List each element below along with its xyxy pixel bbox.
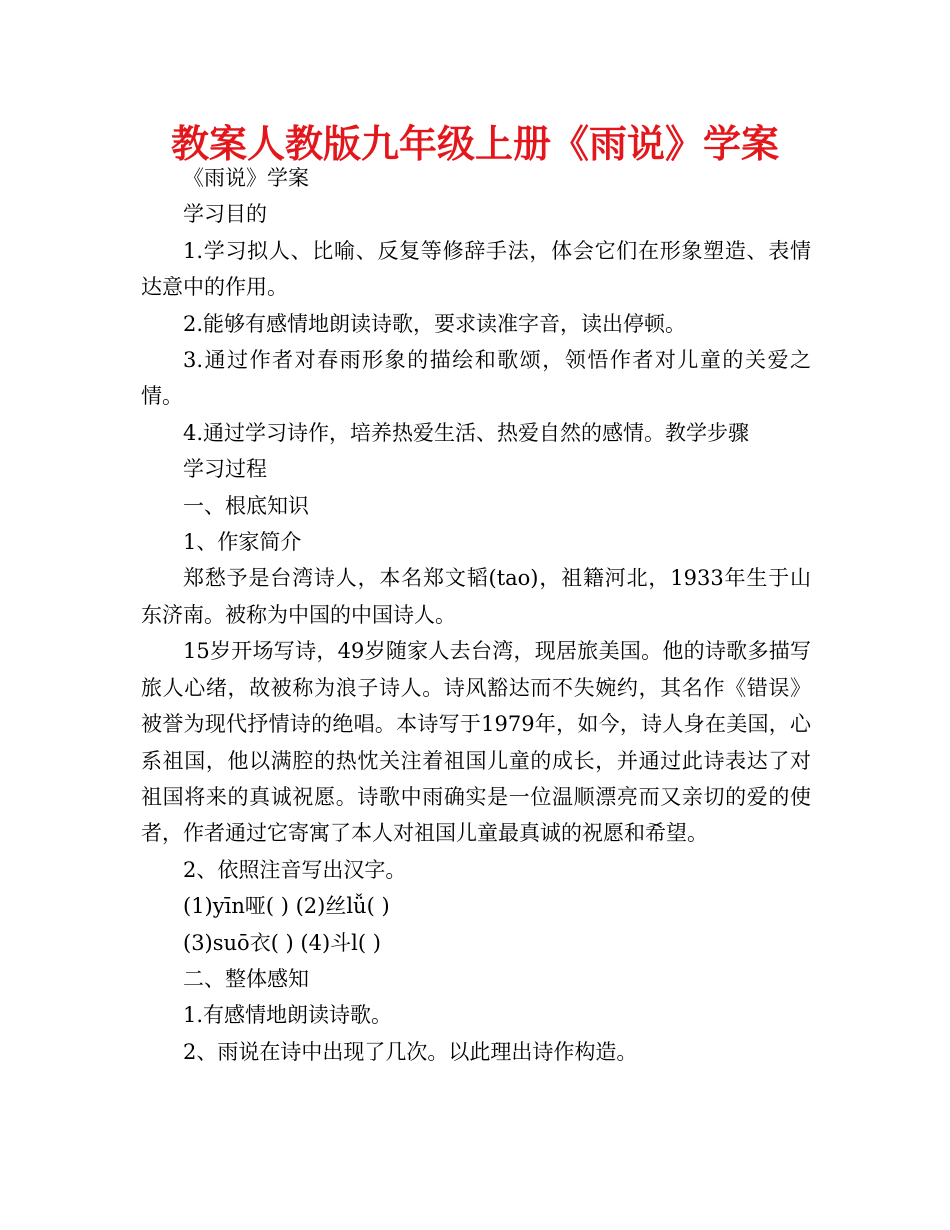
- paragraph-objective-2: 2.能够有感情地朗读诗歌，要求读准字音，读出停顿。: [183, 311, 687, 336]
- paragraph-pinyin-task: 2、依照注音写出汉字。: [183, 857, 407, 882]
- paragraph-section-2: 二、整体感知: [183, 966, 309, 991]
- paragraph-objective-1: 1.学习拟人、比喻、反复等修辞手法，体会它们在形象塑造、表情达意中的作用。: [141, 238, 811, 300]
- document-title: 教案人教版九年级上册《雨说》学案: [170, 122, 779, 166]
- paragraph-section-1: 一、根底知识: [183, 493, 309, 518]
- paragraph-read-aloud: 1.有感情地朗读诗歌。: [183, 1003, 393, 1028]
- paragraph-objective-3: 3.通过作者对春雨形象的描绘和歌颂，领悟作者对儿童的关爱之情。: [141, 348, 811, 409]
- paragraph-author-bio: 15岁开场写诗，49岁随家人去台湾，现居旅美国。他的诗歌多描写旅人心绪，故被称为浪子诗人。诗风豁达而不失婉约，其名作《错误》被誉为现代抒情诗的绝唱。本诗写于1979年，如今，诗人身在美国，心系祖国，他以满腔的热忱关注着祖国儿童的成长，并通过此诗表达了对祖国将来的真诚祝愿。诗歌中雨确实是一位温顺漂亮而又亲切的爱的使者，作者通过它寄寓了本人对祖国儿童最真诚的祝愿和希望。: [141, 639, 811, 846]
- paragraph-author-intro: 郑愁予是台湾诗人，本名郑文韬(tao)，祖籍河北，1933年生于山东济南。被称为中国的中国诗人。: [141, 566, 811, 627]
- paragraph-objective-4: 4.通过学习诗作，培养热爱生活、热爱自然的感情。教学步骤: [183, 420, 750, 445]
- document-body: [141, 160, 811, 1070]
- paragraph-author-heading: 1、作家简介: [183, 530, 302, 555]
- paragraph-structure: 2、雨说在诗中出现了几次。以此理出诗作构造。: [183, 1039, 638, 1064]
- paragraph-pinyin-items-1: (1)yīn哑( ) (2)丝lǚ( ): [183, 894, 390, 919]
- paragraph-heading-process: 学习过程: [183, 457, 267, 482]
- paragraph-heading-objectives: 学习目的: [183, 202, 267, 227]
- paragraph-pinyin-items-2: (3)suō衣( ) (4)斗l( ): [183, 930, 381, 955]
- paragraph-subtitle: 《雨说》学案: [183, 166, 309, 190]
